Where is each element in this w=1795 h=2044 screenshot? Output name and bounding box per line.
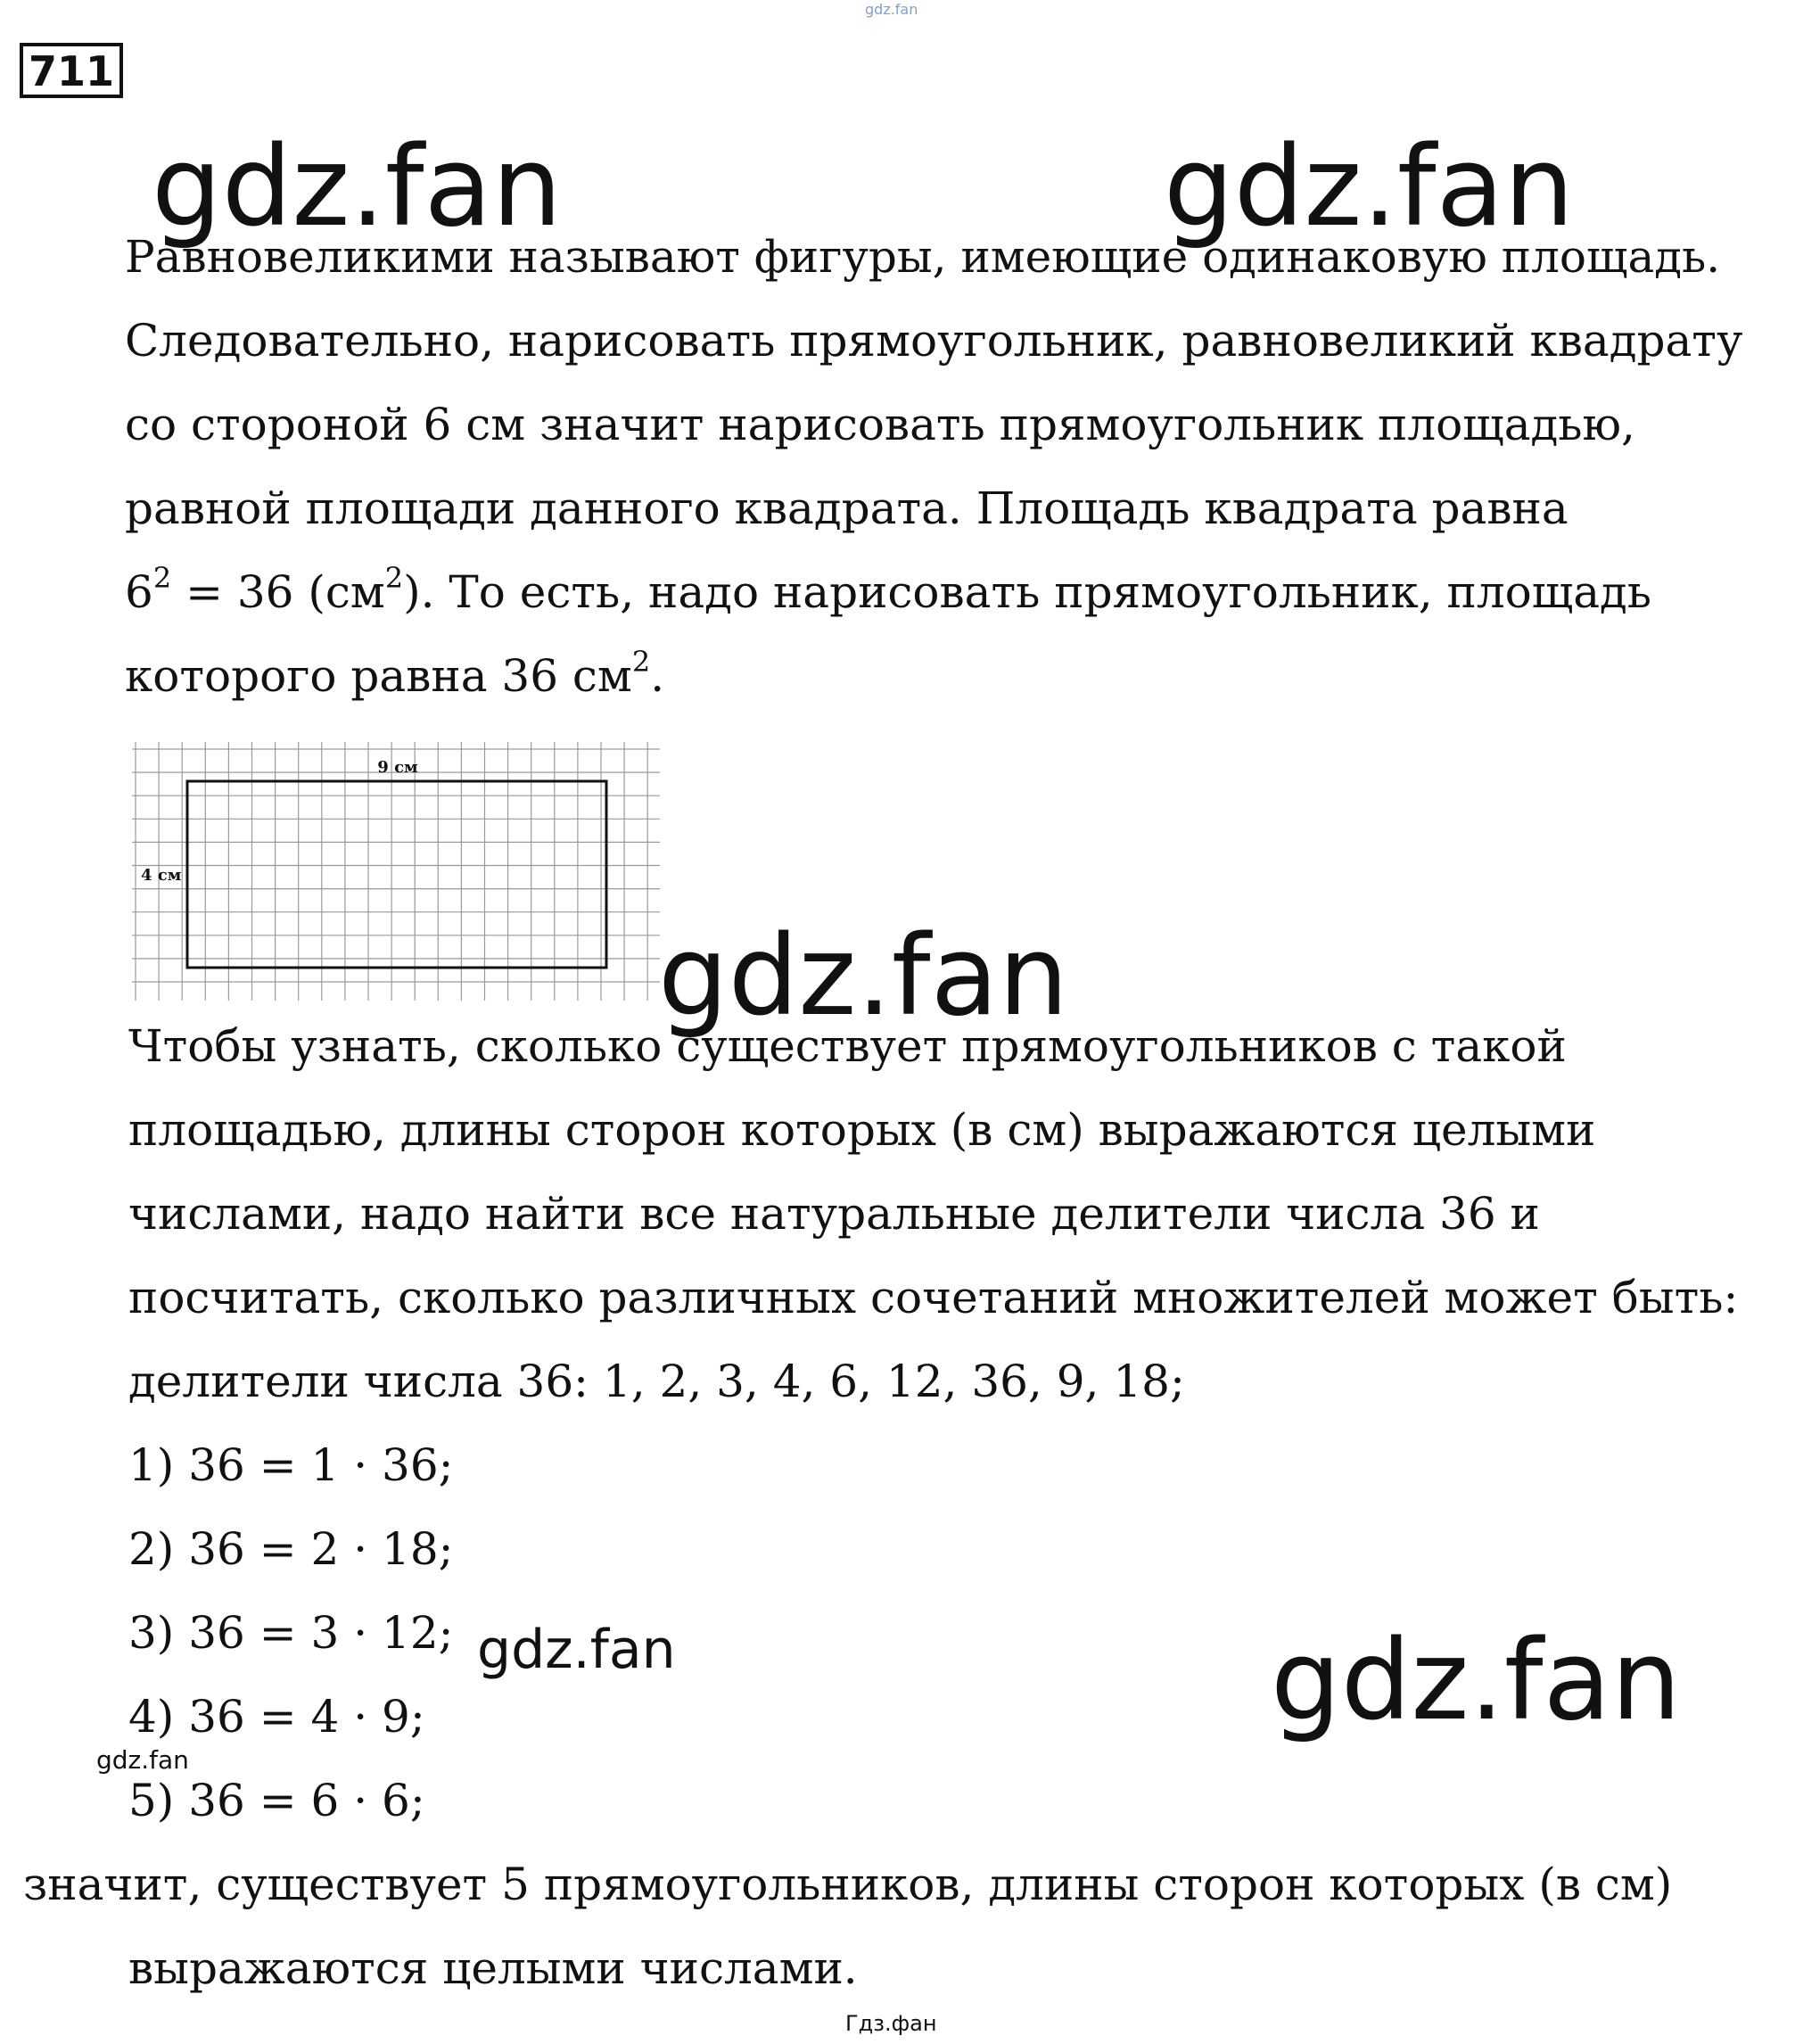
paragraph2-line1: Чтобы узнать, сколько существует прямоугольников с такой bbox=[128, 1020, 1567, 1072]
equation-4: 4) 36 = 4 · 9; bbox=[128, 1691, 425, 1743]
rectangle-outline bbox=[187, 781, 606, 968]
formula-exponent: 2 bbox=[152, 561, 172, 595]
watermark-big-right: gdz.fan bbox=[1164, 123, 1575, 251]
rectangle-top-label: 9 см bbox=[377, 758, 418, 777]
watermark-big-middle: gdz.fan bbox=[658, 912, 1069, 1041]
watermark-footer: Гдз.фан bbox=[845, 2011, 937, 2036]
formula-unit-exponent: 2 bbox=[384, 561, 404, 595]
rectangle-side-label: 4 см bbox=[141, 866, 182, 885]
paragraph1-line2: Следовательно, нарисовать прямоугольник, равновеликий квадрату bbox=[125, 315, 1743, 367]
paragraph1-line1: Равновеликими называют фигуры, имеющие одинаковую площадь. bbox=[125, 231, 1721, 283]
area-period: . bbox=[650, 650, 665, 702]
conclusion-line1: значит, существует 5 прямоугольников, длины сторон которых (в см) bbox=[23, 1859, 1673, 1910]
paragraph1-line5 bbox=[125, 561, 1652, 619]
problem-number: 711 bbox=[20, 43, 123, 98]
rectangle-figure bbox=[132, 742, 660, 1001]
formula-middle: = 36 (см bbox=[171, 566, 385, 618]
equation-1: 1) 36 = 1 · 36; bbox=[128, 1439, 454, 1491]
watermark-big-lower-right: gdz.fan bbox=[1271, 1617, 1682, 1745]
paragraph1-line3: со стороной 6 см значит нарисовать прямоугольник площадью, bbox=[125, 399, 1635, 450]
watermark-mid-lower: gdz.fan bbox=[477, 1619, 676, 1681]
equation-5: 5) 36 = 6 · 6; bbox=[128, 1775, 425, 1826]
watermark-big-left: gdz.fan bbox=[152, 123, 563, 251]
watermark-top: gdz.fan bbox=[865, 1, 918, 18]
conclusion-line2: выражаются целыми числами. bbox=[128, 1942, 858, 1994]
area-text: которого равна 36 см bbox=[125, 650, 632, 702]
formula-base: 6 bbox=[125, 566, 153, 618]
formula-end: ). То есть, надо нарисовать прямоугольник, площадь bbox=[403, 566, 1652, 618]
equation-2: 2) 36 = 2 · 18; bbox=[128, 1523, 454, 1575]
paragraph2-line5: делители числа 36: 1, 2, 3, 4, 6, 12, 36, 9, 18; bbox=[128, 1356, 1185, 1407]
area-exponent: 2 bbox=[631, 645, 651, 679]
paragraph2-line2: площадью, длины сторон которых (в см) выражаются целыми bbox=[128, 1104, 1596, 1156]
equation-3: 3) 36 = 3 · 12; bbox=[128, 1607, 454, 1659]
paragraph2-line3: числами, надо найти все натуральные делители числа 36 и bbox=[128, 1188, 1540, 1240]
watermark-small-left: gdz.fan bbox=[96, 1745, 189, 1775]
paragraph2-line4: посчитать, сколько различных сочетаний множителей может быть: bbox=[128, 1272, 1739, 1323]
paragraph1-line6 bbox=[125, 645, 665, 703]
paragraph1-line4: равной площади данного квадрата. Площадь квадрата равна bbox=[125, 482, 1569, 534]
